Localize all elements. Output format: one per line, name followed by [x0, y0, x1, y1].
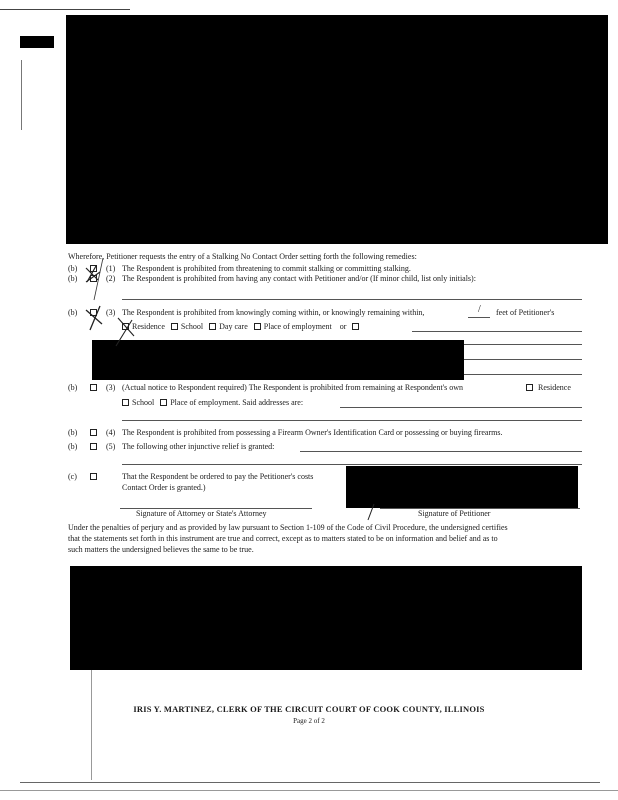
- costs-prefix: (c): [68, 472, 77, 481]
- remedy-3b-school-checkbox[interactable]: [122, 399, 129, 406]
- remedy-3b-address-line-2[interactable]: [122, 420, 582, 421]
- school-checkbox[interactable]: [171, 323, 178, 330]
- remedy-2-prefix: (b): [68, 274, 78, 283]
- remedies-intro: Wherefore, Petitioner requests the entry of a Stalking No Contact Order setting forth the following remedies:: [68, 252, 417, 261]
- remedy-3b-address-line-1[interactable]: [340, 407, 582, 408]
- attorney-signature-label: Signature of Attorney or State's Attorney: [136, 509, 267, 518]
- address-line-1[interactable]: [464, 344, 582, 345]
- remedy-5-checkbox[interactable]: [90, 443, 97, 450]
- costs-text-1: That the Respondent be ordered to pay the Petitioner's costs: [122, 472, 314, 481]
- clerk-footer: IRIS Y. MARTINEZ, CLERK OF THE CIRCUIT COURT OF COOK COUNTY, ILLINOIS: [133, 704, 485, 714]
- remedy-2-text: The Respondent is prohibited from having any contact with Petitioner and/or (If minor child, list only initials):: [122, 274, 476, 283]
- certification-line-3: such matters the undersigned believes the same to be true.: [68, 545, 254, 554]
- remedy-4-prefix: (b): [68, 428, 78, 437]
- redaction-block-address: [92, 340, 464, 380]
- remedy-3b-school-label: School: [132, 398, 155, 407]
- address-line-3[interactable]: [464, 374, 582, 375]
- remedy-3b-options: [122, 398, 303, 408]
- remedy-1-checkbox[interactable]: [90, 265, 97, 272]
- other-location-checkbox[interactable]: [352, 323, 359, 330]
- scan-left-mark: [20, 36, 54, 48]
- scan-bottom-rule: [20, 782, 600, 783]
- remedy-3-prefix: (b): [68, 308, 78, 317]
- daycare-label: Day care: [219, 322, 248, 331]
- scan-bottom-rule-2: [0, 790, 618, 791]
- or-label: or: [339, 322, 347, 331]
- costs-checkbox[interactable]: [90, 473, 97, 480]
- remedy-3b-employment-checkbox[interactable]: [160, 399, 167, 406]
- certification-line-1: Under the penalties of perjury and as provided by law pursuant to Section 1-109 of the Code of Civil Procedure, the undersigned certifies: [68, 523, 508, 532]
- other-location-line[interactable]: [412, 331, 582, 332]
- scan-left-edge: [21, 60, 22, 130]
- remedy-3b-prefix: (b): [68, 383, 78, 392]
- remedy-5-number: (5): [106, 442, 116, 451]
- remedy-3-number: (3): [106, 308, 116, 317]
- scan-top-rule: [0, 9, 130, 10]
- school-label: School: [180, 322, 204, 331]
- remedy-2-blank-line[interactable]: [122, 299, 582, 300]
- remedy-1-number: (1): [106, 264, 116, 273]
- remedy-3b-residence-label: Residence: [538, 383, 571, 392]
- remedy-3b-text: (Actual notice to Respondent required) The Respondent is prohibited from remaining at Respondent's own: [122, 383, 463, 392]
- petitioner-signature-label: Signature of Petitioner: [418, 509, 491, 518]
- remedy-2-checkbox[interactable]: [90, 275, 97, 282]
- handwritten-signature-stroke: [362, 502, 382, 522]
- remedy-1-text: The Respondent is prohibited from threatening to commit stalking or committing stalking.: [122, 264, 411, 273]
- remedy-5-line-2[interactable]: [122, 464, 582, 465]
- remedy-3-feet-label: feet of Petitioner's: [496, 308, 555, 317]
- remedy-3b-number: (3): [106, 383, 116, 392]
- remedy-3b-residence-checkbox[interactable]: [526, 384, 533, 391]
- remedy-5-line-1[interactable]: [300, 451, 582, 452]
- residence-checkbox[interactable]: [122, 323, 129, 330]
- address-line-2[interactable]: [464, 359, 582, 360]
- remedy-3-options: [122, 322, 362, 332]
- redaction-block-signature: [70, 566, 582, 670]
- remedy-3-distance-line[interactable]: [468, 317, 490, 318]
- remedy-5-prefix: (b): [68, 442, 78, 451]
- remedy-4-text: The Respondent is prohibited from possessing a Firearm Owner's Identification Card or possessing or buying firearms.: [122, 428, 503, 437]
- page-number: Page 2 of 2: [293, 717, 325, 725]
- remedy-3-distance-value: /: [478, 304, 481, 315]
- remedy-3-checkbox[interactable]: [90, 309, 97, 316]
- daycare-checkbox[interactable]: [209, 323, 216, 330]
- remedy-1-prefix: (b): [68, 264, 78, 273]
- certification-line-2: that the statements set forth in this instrument are true and correct, except as to matters stated to be on information and belief and as to: [68, 534, 498, 543]
- remedy-4-checkbox[interactable]: [90, 429, 97, 436]
- redaction-block-header: [66, 15, 608, 244]
- remedy-5-text: The following other injunctive relief is granted:: [122, 442, 275, 451]
- remedy-4-number: (4): [106, 428, 116, 437]
- remedy-2-number: (2): [106, 274, 116, 283]
- remedy-3b-checkbox[interactable]: [90, 384, 97, 391]
- employment-label: Place of employment: [263, 322, 332, 331]
- employment-checkbox[interactable]: [254, 323, 261, 330]
- costs-text-2: Contact Order is granted.): [122, 483, 206, 492]
- remedy-3-text: The Respondent is prohibited from knowingly coming within, or knowingly remaining within,: [122, 308, 425, 317]
- remedy-3b-employment-label: Place of employment. Said addresses are:: [170, 398, 304, 407]
- residence-label: Residence: [132, 322, 165, 331]
